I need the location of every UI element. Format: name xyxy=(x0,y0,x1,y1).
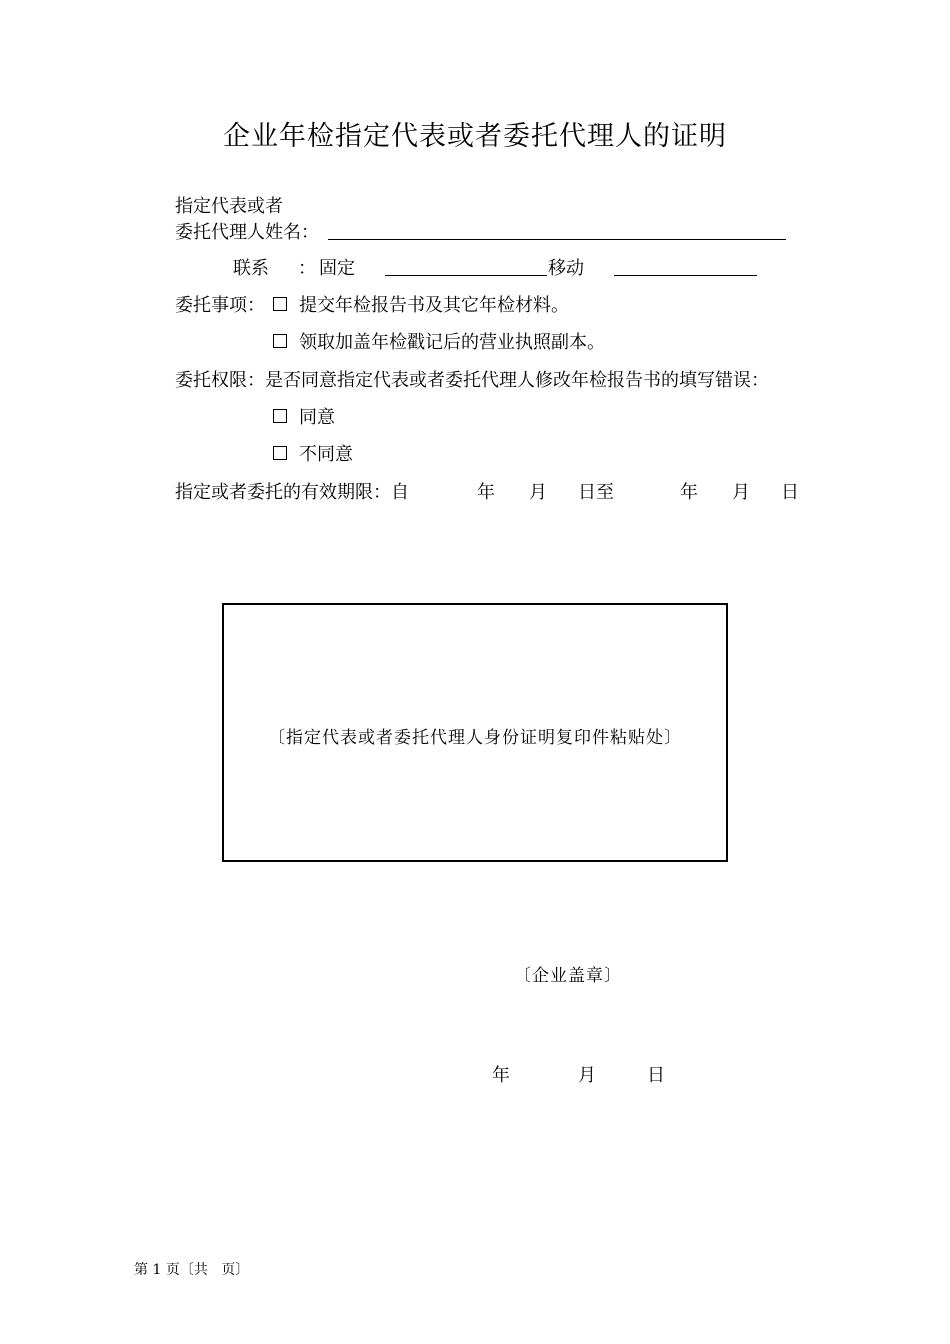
footer-page-suffix: 页〔共 xyxy=(165,1262,208,1278)
contact-label: 联系 xyxy=(233,258,269,279)
name-label-line1: 指定代表或者 xyxy=(175,196,283,217)
footer-page-number: 1 xyxy=(152,1262,162,1278)
id-copy-box-label: 〔指定代表或者委托代理人身份证明复印件粘贴处〕 xyxy=(268,728,682,748)
validity-end-month: 月 xyxy=(732,482,750,503)
validity-end-day: 日 xyxy=(781,482,799,503)
matters-option2 xyxy=(273,332,605,354)
validity-start-day-to: 日至 xyxy=(578,482,614,503)
footer-page-prefix: 第 xyxy=(134,1262,148,1278)
matters-option1-checkbox[interactable] xyxy=(273,297,287,311)
fixed-phone-field-line[interactable] xyxy=(385,275,547,276)
date-day: 日 xyxy=(647,1065,665,1086)
company-seal-label: 〔企业盖章〕 xyxy=(514,966,622,986)
authority-agree-checkbox[interactable] xyxy=(273,409,287,423)
mobile-phone-label: 移动 xyxy=(548,258,584,279)
mobile-phone-field-line[interactable] xyxy=(614,275,757,276)
name-field-line[interactable] xyxy=(328,239,786,240)
name-label-line2: 委托代理人姓名： xyxy=(175,222,319,243)
matters-option1-text: 提交年检报告书及其它年检材料。 xyxy=(299,295,569,316)
authority-disagree xyxy=(273,444,353,466)
authority-disagree-checkbox[interactable] xyxy=(273,446,287,460)
matters-option2-text: 领取加盖年检戳记后的营业执照副本。 xyxy=(299,332,605,353)
matters-label: 委托事项： xyxy=(175,295,265,316)
authority-disagree-text: 不同意 xyxy=(299,444,353,465)
matters-option1 xyxy=(273,295,569,317)
page-title: 企业年检指定代表或者委托代理人的证明 xyxy=(223,121,727,152)
date-month: 月 xyxy=(578,1065,596,1086)
matters-option2-checkbox[interactable] xyxy=(273,334,287,348)
contact-colon: ： xyxy=(298,258,316,279)
footer-total-suffix: 页〕 xyxy=(221,1262,250,1278)
page-footer xyxy=(134,1259,249,1279)
id-copy-paste-box xyxy=(222,603,728,862)
authority-agree xyxy=(273,407,335,429)
authority-label: 委托权限：是否同意指定代表或者委托代理人修改年检报告书的填写错误： xyxy=(175,370,769,391)
validity-start-month: 月 xyxy=(529,482,547,503)
validity-end-year: 年 xyxy=(680,482,698,503)
authority-agree-text: 同意 xyxy=(299,407,335,428)
date-year: 年 xyxy=(492,1065,510,1086)
validity-label: 指定或者委托的有效期限：自 xyxy=(175,482,409,503)
validity-start-year: 年 xyxy=(477,482,495,503)
fixed-phone-label: 固定 xyxy=(319,258,355,279)
